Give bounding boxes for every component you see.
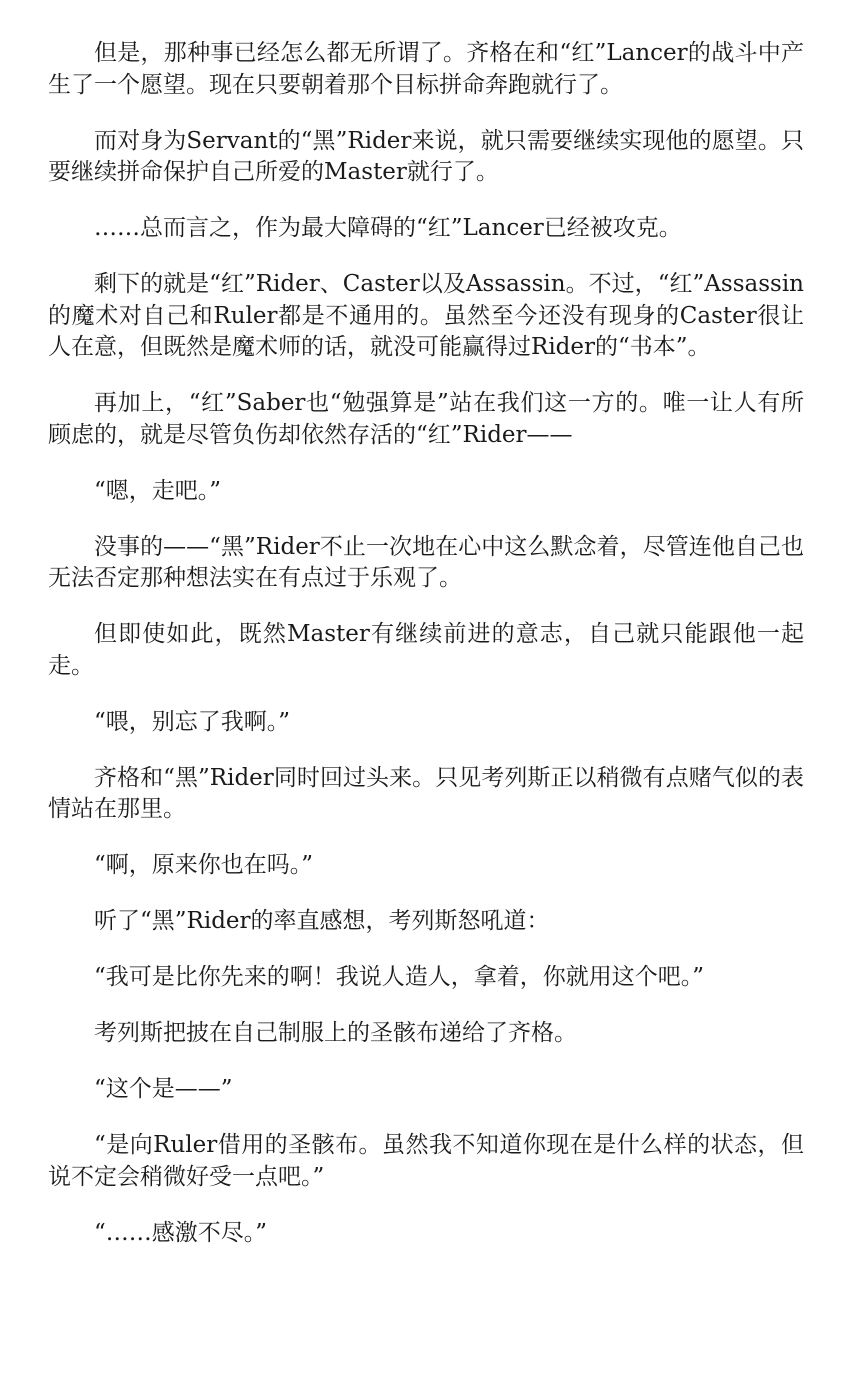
paragraph: 听了“黑”Rider的率直感想，考列斯怒吼道： [94,908,550,934]
paragraph: 剩下的就是“红”Rider、Caster以及Assassin。不过，“红”Assassin的魔术对自己和Ruler都是不通用的。虽然至今还没有现身的Caster很让人在意，但既然是魔术师的话，就没可能赢得过Rider的“书本”。 [48,271,804,360]
paragraph: 但即使如此，既然Master有继续前进的意志，自己就只能跟他一起走。 [48,621,804,679]
paragraph: 而对身为Servant的“黑”Rider来说，就只需要继续实现他的愿望。只要继续拼命保护自己所爱的Master就行了。 [48,127,804,185]
paragraph: 但是，那种事已经怎么都无所谓了。齐格在和“红”Lancer的战斗中产生了一个愿望。现在只要朝着那个目标拼命奔跑就行了。 [48,40,804,98]
paragraph: “这个是——” [94,1076,233,1102]
document-page [48,38,804,1274]
paragraph: “我可是比你先来的啊！我说人造人，拿着，你就用这个吧。” [94,964,705,990]
paragraph: “啊，原来你也在吗。” [94,852,314,878]
paragraph: “喂，别忘了我啊。” [94,708,291,735]
paragraph: 齐格和“黑”Rider同时回过头来。只见考列斯正以稍微有点赌气似的表情站在那里。 [48,764,804,822]
paragraph: 没事的——“黑”Rider不止一次地在心中这么默念着，尽管连他自己也无法否定那种想法实在有点过于乐观了。 [48,533,804,591]
paragraph: 再加上，“红”Saber也“勉强算是”站在我们这一方的。唯一让人有所顾虑的，就是尽管负伤却依然存活的“红”Rider—— [48,390,804,448]
paragraph: “……感激不尽。” [94,1219,268,1246]
paragraph: “嗯，走吧。” [94,477,222,504]
paragraph: “是向Ruler借用的圣骸布。虽然我不知道你现在是什么样的状态，但说不定会稍微好受一点吧。” [48,1132,804,1190]
paragraph: ……总而言之，作为最大障碍的“红”Lancer已经被攻克。 [94,215,682,241]
paragraph: 考列斯把披在自己制服上的圣骸布递给了齐格。 [94,1020,577,1046]
